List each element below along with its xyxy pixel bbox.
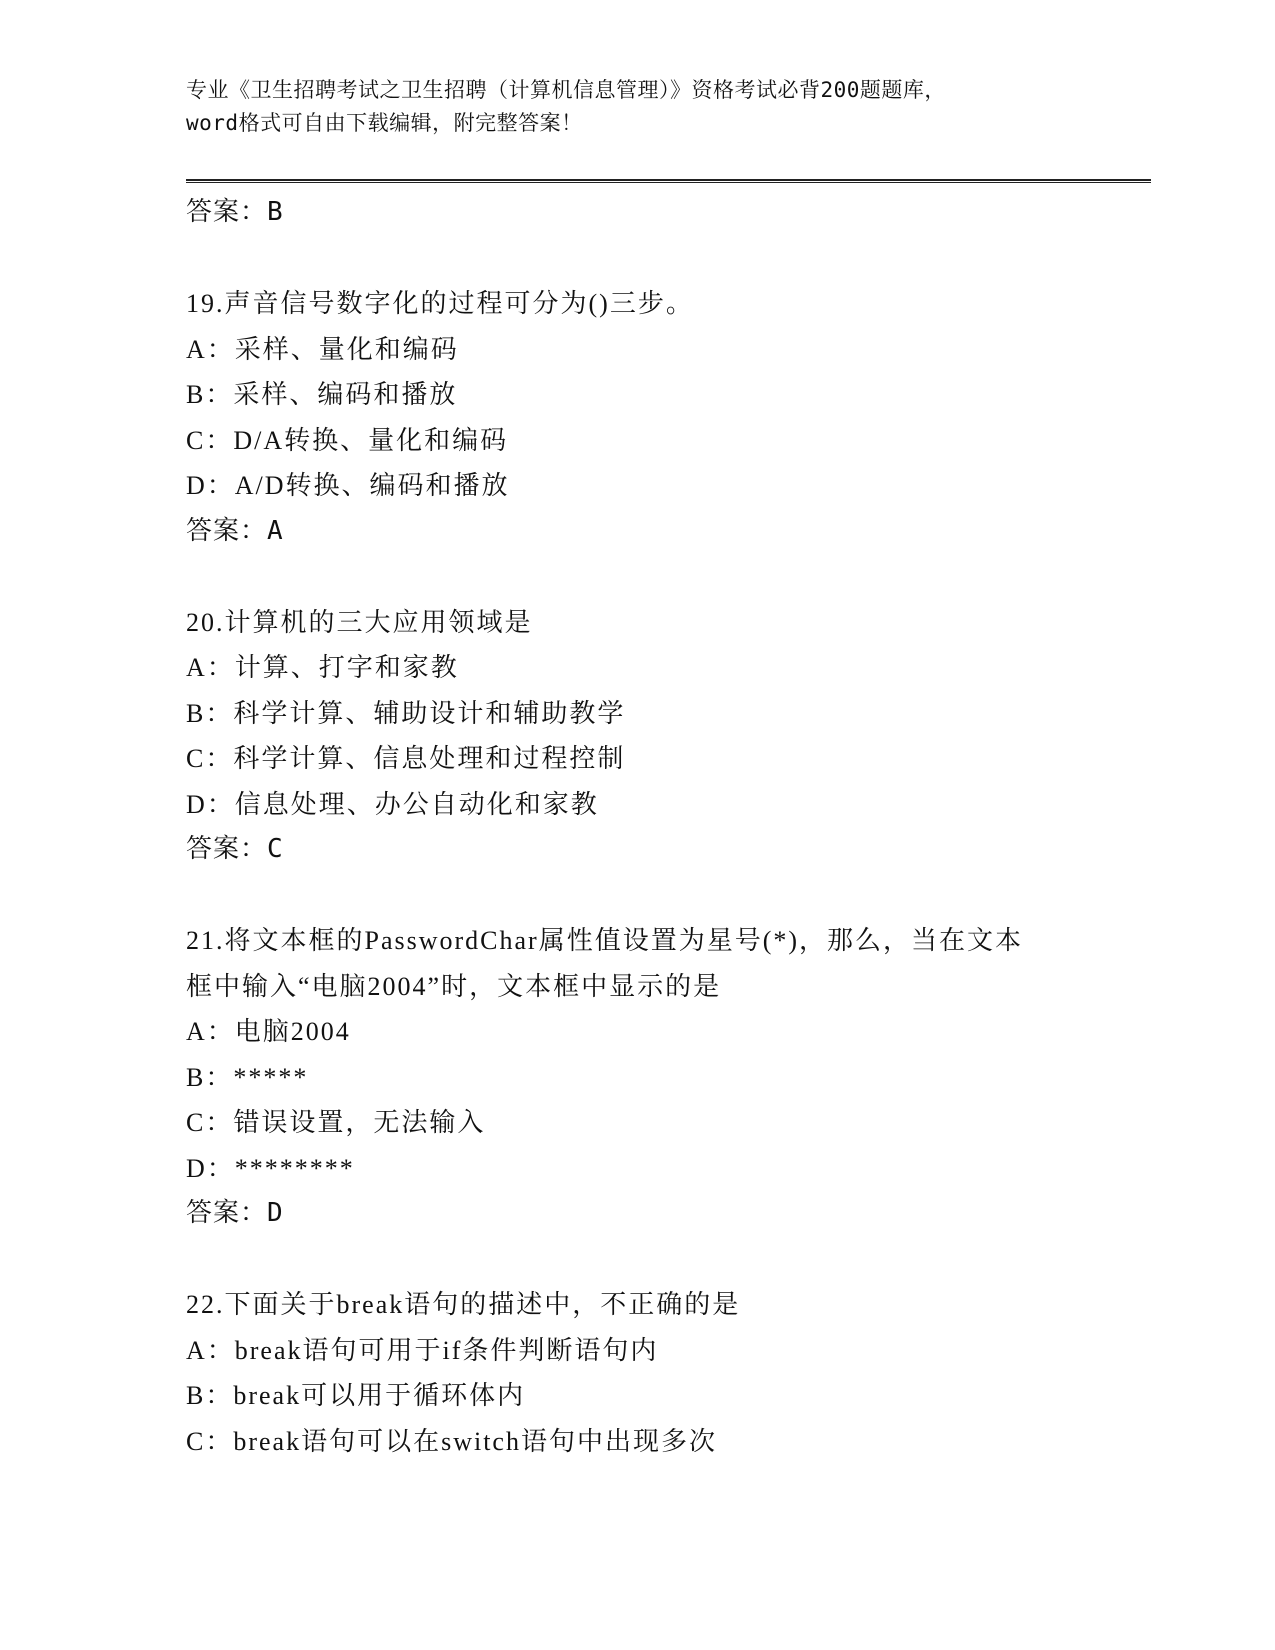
answer-line: 答案：B	[186, 197, 284, 227]
option-a: A：采样、量化和编码	[186, 334, 459, 364]
option-c: C：break语句可以在switch语句中出现多次	[186, 1426, 717, 1456]
option-d: D：********	[186, 1153, 355, 1183]
question-block	[186, 281, 1086, 554]
answer-line: 答案：D	[186, 1198, 284, 1228]
question-title-line-2: 框中输入“电脑2004”时，文本框中显示的是	[186, 971, 722, 1001]
question-block	[186, 600, 1086, 873]
option-b: B：采样、编码和播放	[186, 380, 458, 409]
document-header	[186, 74, 1086, 140]
spacer	[186, 554, 1086, 600]
question-title-line-1: 21.将文本框的PasswordChar属性值设置为星号(*)，那么，当在文本	[186, 926, 1024, 955]
question-title: 19.声音信号数字化的过程可分为()三步。	[186, 289, 694, 318]
question-title: 20.计算机的三大应用领域是	[186, 607, 533, 637]
option-d: D：信息处理、办公自动化和家教	[186, 789, 599, 819]
question-block	[186, 918, 1086, 1237]
spacer	[186, 1237, 1086, 1283]
spacer	[186, 236, 1086, 282]
option-d: D：A/D转换、编码和播放	[186, 471, 510, 500]
option-c: C：错误设置，无法输入	[186, 1108, 486, 1137]
answer-line: 答案：A	[186, 515, 284, 546]
spacer	[186, 873, 1086, 919]
header-line-1: 专业《卫生招聘考试之卫生招聘（计算机信息管理）》资格考试必背200题题库，	[186, 78, 946, 102]
option-b: B：*****	[186, 1062, 309, 1092]
question-list	[186, 190, 1086, 1464]
option-c: C：科学计算、信息处理和过程控制	[186, 744, 626, 773]
option-c: C：D/A转换、量化和编码	[186, 425, 509, 455]
question-title: 22.下面关于break语句的描述中，不正确的是	[186, 1290, 741, 1319]
header-line-2: word格式可自由下载编辑，附完整答案！	[186, 111, 583, 135]
header-divider	[186, 179, 1151, 183]
option-a: A：break语句可用于if条件判断语句内	[186, 1335, 659, 1365]
option-b: B：break可以用于循环体内	[186, 1381, 526, 1410]
option-a: A：电脑2004	[186, 1017, 351, 1046]
answer-line: 答案：C	[186, 834, 284, 864]
option-a: A：计算、打字和家教	[186, 653, 459, 682]
option-b: B：科学计算、辅助设计和辅助教学	[186, 698, 626, 728]
question-block	[186, 1282, 1086, 1464]
